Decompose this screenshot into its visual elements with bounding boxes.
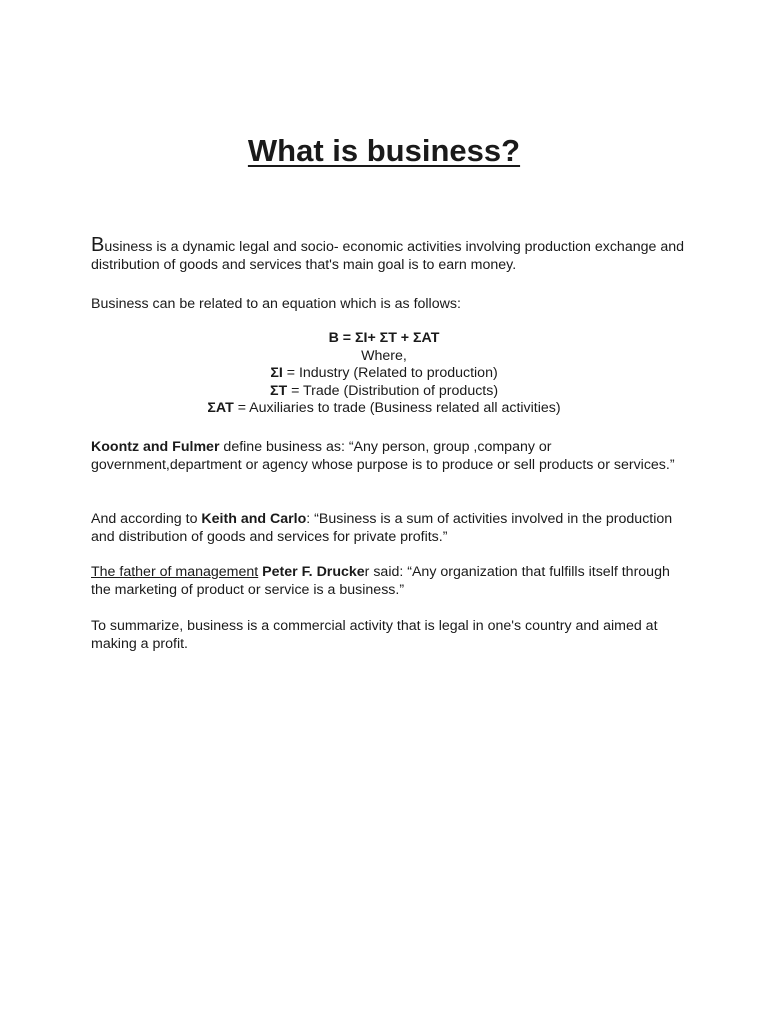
equation-def-text: = Industry (Related to production) [282, 365, 498, 382]
equation-def-trade [0, 383, 768, 401]
equation-formula [0, 330, 768, 348]
keith-carlo-authors: Keith and Carlo [201, 511, 307, 527]
page-title-text: What is business? [247, 133, 521, 168]
summary-paragraph: To summarize, business is a commercial activity that is legal in one's country and aimed at making a profit. [91, 618, 658, 652]
equation-def-symbol: ΣAT [207, 400, 234, 417]
equation-def-symbol: ΣI [270, 365, 283, 382]
koontz-fulmer-paragraph [91, 438, 691, 474]
equation-def-text: = Auxiliaries to trade (Business related all activities) [233, 400, 561, 417]
equation-intro-paragraph: Business can be related to an equation which is as follows: [91, 296, 461, 312]
equation-def-symbol: ΣT [269, 382, 288, 399]
equation-def-text: = Trade (Distribution of products) [287, 382, 499, 399]
page-title [0, 131, 768, 171]
equation-def-auxiliaries [0, 400, 768, 418]
father-of-management-link[interactable]: The father of management [91, 564, 259, 580]
keith-carlo-text: : “Business is a sum of activities involved in the production and distribution of goods and services for private profits.” [91, 511, 673, 545]
koontz-fulmer-authors: Koontz and Fulmer [91, 439, 220, 455]
intro-paragraph [91, 236, 691, 274]
equation-formula-text: B = ΣI+ ΣT + ΣAT [328, 330, 440, 346]
drucker-name-bold: Peter F. Drucke [262, 564, 365, 580]
equation-block [0, 330, 768, 418]
equation-where: Where, [361, 347, 407, 364]
koontz-fulmer-text: define business as: “Any person, group ,company or government,department or agency whose purpose is to produce or sell products or services.” [91, 439, 675, 473]
drucker-text: r said: “Any organization that fulfills itself through the marketing of product or service is a business.” [91, 564, 670, 598]
keith-carlo-prefix: And according to [91, 511, 202, 527]
intro-text: usiness is a dynamic legal and socio- economic activities involving production exchange and distribution of goods and services that's main goal is to earn money. [91, 239, 684, 273]
drucker-paragraph [91, 563, 691, 599]
keith-carlo-paragraph [91, 510, 691, 546]
equation-def-industry [0, 365, 768, 383]
intro-dropcap: B [91, 234, 105, 256]
